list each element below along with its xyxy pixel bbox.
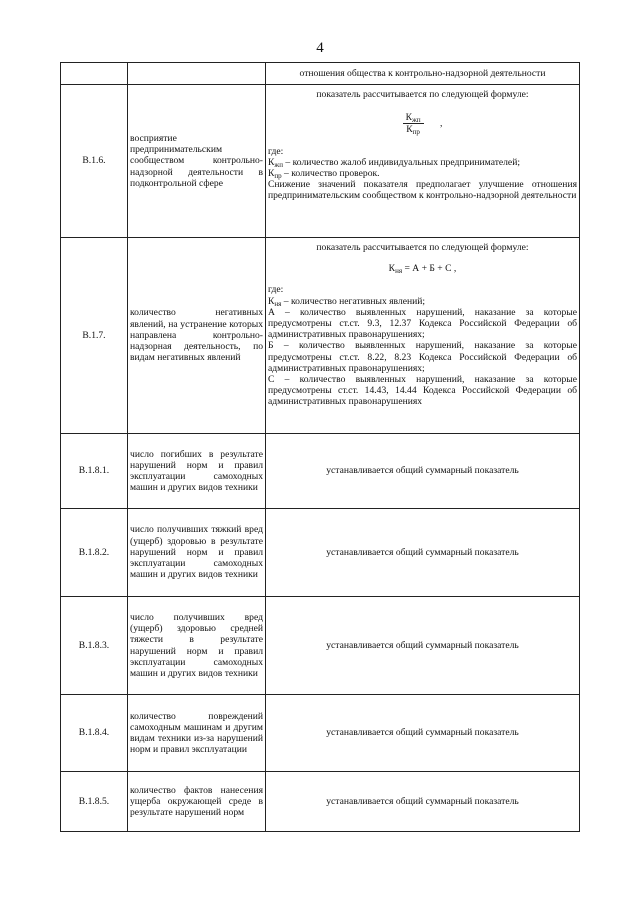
row-result: устанавливается общий суммарный показатель: [266, 509, 580, 597]
row-name: восприятие предпринимательским сообществом контрольно-надзорной деятельности в подконтрольной сфере: [128, 85, 266, 238]
row-name: количество повреждений самоходным машинам и другим видам техники из-за нарушений норм и правил эксплуатации: [128, 695, 266, 772]
row-code: В.1.8.3.: [61, 597, 128, 695]
table-row: [61, 85, 580, 238]
indicators-table: [60, 62, 580, 832]
formula: $К_{ня} = А + Б + С$ ,: [388, 263, 457, 276]
row-code: В.1.6.: [61, 85, 128, 238]
definition: $К_{жп}$ – количество жалоб индивидуальных предпринимателей;: [268, 156, 520, 169]
row-code: В.1.7.: [61, 238, 128, 434]
definition: А – количество выявленных нарушений, наказание за которые предусмотрены ст.ст. 9.3, 12.37 Кодекса Российской Федерации об административных правонарушениях;: [268, 306, 577, 341]
row-code: В.1.8.4.: [61, 695, 128, 772]
continuation-text: отношения общества к контрольно-надзорной деятельности: [266, 63, 580, 85]
definition: Б – количество выявленных нарушений, наказание за которые предусмотрены ст.ст. 8.22, 8.23 Кодекса Российской Федерации об административных правонарушениях;: [268, 340, 577, 374]
cell-empty: [128, 63, 266, 85]
row-result: устанавливается общий суммарный показатель: [266, 695, 580, 772]
page-number: 4: [316, 40, 324, 56]
row-name: число погибших в результате нарушений норм и правил эксплуатации самоходных машин и других видов техники: [128, 434, 266, 509]
table-row-continuation: [61, 63, 580, 85]
definition: $К_{пр}$ – количество проверок.: [268, 168, 380, 181]
row-result: устанавливается общий суммарный показатель: [266, 597, 580, 695]
row-name: количество фактов нанесения ущерба окружающей среде в результате нарушений норм: [128, 772, 266, 832]
where-label: где:: [268, 145, 284, 157]
table-row: [61, 597, 580, 695]
formula-intro: показатель рассчитывается по следующей формуле:: [316, 89, 529, 100]
table-row: [61, 772, 580, 832]
table-row: [61, 238, 580, 434]
row-result: устанавливается общий суммарный показатель: [266, 772, 580, 832]
formula-intro: показатель рассчитывается по следующей формуле:: [316, 242, 529, 253]
table-row: [61, 434, 580, 509]
where-label: где:: [268, 284, 284, 296]
fraction: $\frac{К_{жп}}{К_{пр}}$: [403, 112, 424, 135]
row-result: устанавливается общий суммарный показатель: [266, 434, 580, 509]
row-method: [266, 85, 580, 238]
table-row: [61, 509, 580, 597]
definition: С – количество выявленных нарушений, наказание за которые предусмотрены ст.ст. 14.43, 14.44 Кодекса Российской Федерации об административных правонарушениях: [268, 374, 577, 408]
table-row: [61, 695, 580, 772]
row-name: число получивших вред (ущерб) здоровью средней тяжести в результате нарушений норм и правил эксплуатации самоходных машин и других видов техники: [128, 597, 266, 695]
row-code: В.1.8.1.: [61, 434, 128, 509]
row-name: число получивших тяжкий вред (ущерб) здоровью в результате нарушений норм и правил эксплуатации самоходных машин и других видов техники: [128, 509, 266, 597]
formula: $\frac{К_{жп}}{К_{пр}}$ ,: [268, 108, 577, 139]
row-method: [266, 238, 580, 434]
row-code: В.1.8.5.: [61, 772, 128, 832]
row-name: количество негативных явлений, на устранение которых направлена контрольно-надзорная деятельность, по видам негативных явлений: [128, 238, 266, 434]
cell-empty: [61, 63, 128, 85]
note: Снижение значений показателя предполагает улучшение отношения предпринимательским сообществом к контрольно-надзорной деятельности: [268, 179, 577, 202]
definition: $К_{ня}$ – количество негативных явлений;: [268, 295, 426, 308]
row-code: В.1.8.2.: [61, 509, 128, 597]
